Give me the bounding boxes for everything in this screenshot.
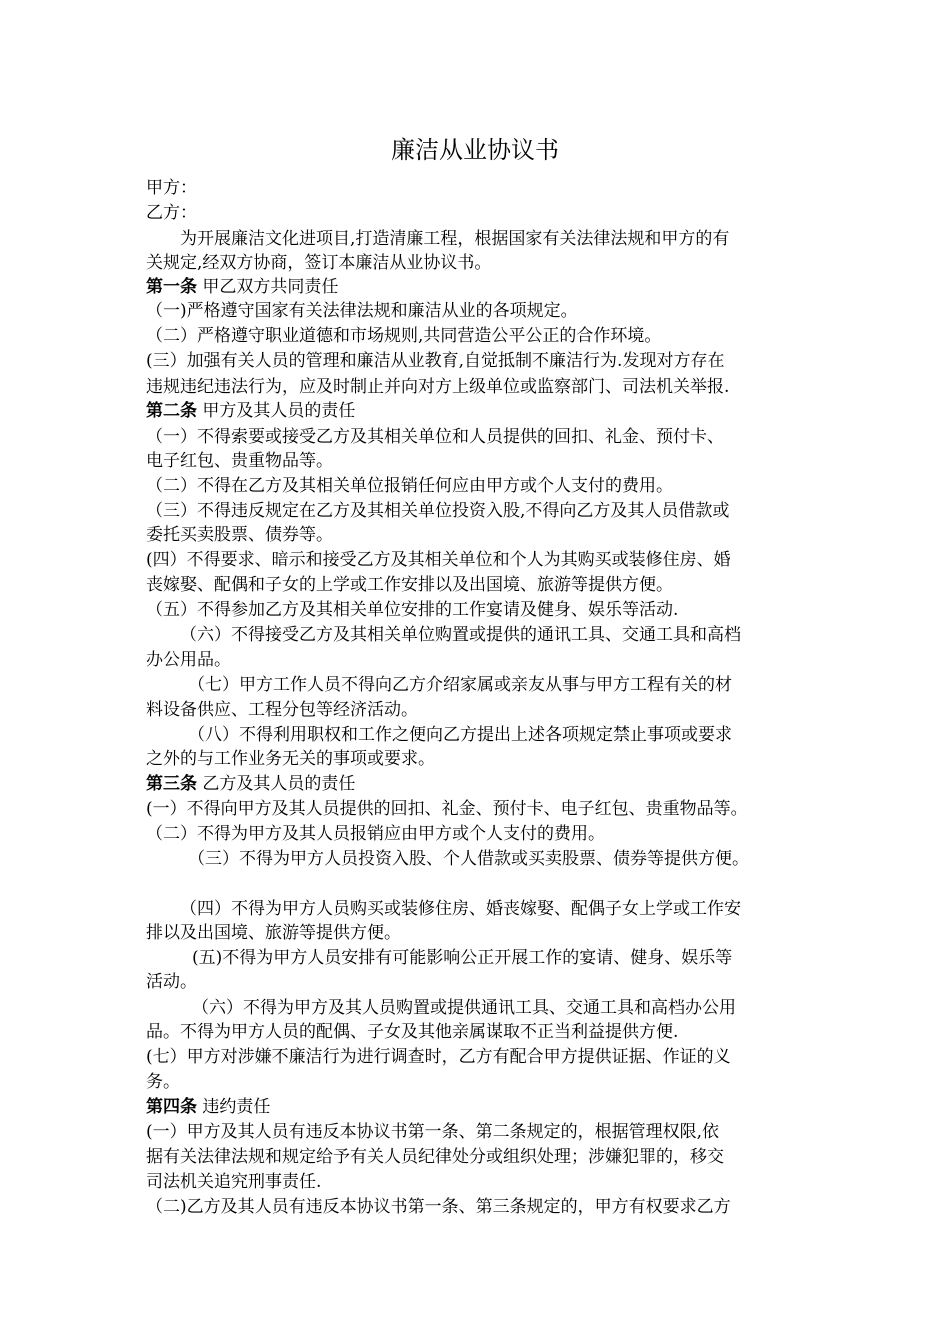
body-text-line: （二）不得在乙方及其相关单位报销任何应由甲方或个人支付的费用。 — [146, 476, 673, 496]
body-text-line: (四）不得要求、暗示和接受乙方及其相关单位和个人为其购买或装修住房、婚 — [146, 550, 731, 570]
article-heading — [146, 400, 826, 422]
body-text-line: 据有关法律法规和规定给予有关人员纪律处分或组织处理；涉嫌犯罪的，移交 — [146, 1147, 724, 1167]
body-text-line: (三）加强有关人员的管理和廉洁从业教育,自觉抵制不廉洁行为.发现对方存在 — [146, 351, 725, 371]
body-text-line: 关规定,经双方协商，签订本廉洁从业协议书。 — [146, 253, 492, 273]
article-number: 第一条 — [146, 277, 197, 297]
body-text-line: 乙方： — [146, 203, 197, 223]
article-heading — [146, 1096, 826, 1118]
body-text-line: 委托买卖股票、债券等。 — [146, 525, 333, 545]
body-text-line: （六）不得接受乙方及其相关单位购置或提供的通讯工具、交通工具和高档 — [180, 625, 741, 645]
body-text-line: 电子红包、贵重物品等。 — [146, 451, 333, 471]
body-text-line: 甲方： — [146, 178, 197, 198]
body-text-line: （四）不得为甲方人员购买或装修住房、婚丧嫁娶、配偶子女上学或工作安 — [180, 899, 741, 919]
body-text-line: 办公用品。 — [146, 650, 231, 670]
body-text-line: （一）不得索要或接受乙方及其相关单位和人员提供的回扣、礼金、预付卡、 — [146, 427, 724, 447]
body-text-line: （二）严格遵守职业道德和市场规则,共同营造公平公正的合作环境。 — [146, 326, 662, 346]
body-text-line: （七）甲方工作人员不得向乙方介绍家属或亲友从事与甲方工程有关的材 — [188, 675, 732, 695]
body-text-line: 司法机关追究刑事责任. — [146, 1172, 322, 1192]
body-text-line: （五）不得参加乙方及其相关单位安排的工作宴请及健身、娱乐等活动. — [146, 600, 679, 620]
body-text-line: （二)乙方及其人员有违反本协议书第一条、第三条规定的，甲方有权要求乙方 — [146, 1197, 731, 1217]
body-text-line: 品。不得为甲方人员的配偶、子女及其他亲属谋取不正当利益提供方便. — [146, 1022, 679, 1042]
body-text-line: (五)不得为甲方人员安排有可能影响公正开展工作的宴请、健身、娱乐等 — [192, 948, 733, 968]
body-text-line: （一)严格遵守国家有关法律法规和廉洁从业的各项规定。 — [146, 301, 578, 321]
body-text-line: 丧嫁娶、配偶和子女的上学或工作安排以及出国境、旅游等提供方便。 — [146, 575, 673, 595]
body-text-line: (一）不得向甲方及其人员提供的回扣、礼金、预付卡、电子红包、贵重物品等。 — [146, 799, 748, 819]
article-heading — [146, 276, 826, 298]
article-title: 乙方及其人员的责任 — [197, 774, 356, 794]
article-number: 第二条 — [146, 401, 197, 421]
body-text-line: （六）不得为甲方及其人员购置或提供通讯工具、交通工具和高档办公用 — [192, 998, 736, 1018]
body-text-line: 排以及出国境、旅游等提供方便。 — [146, 923, 401, 943]
article-heading — [146, 773, 826, 795]
body-text-line: 务。 — [146, 1072, 180, 1092]
body-text-line: （三）不得违反规定在乙方及其相关单位投资入股,不得向乙方及其人员借款或 — [146, 501, 730, 521]
body-text-line: 料设备供应、工程分包等经济活动。 — [146, 700, 418, 720]
article-title: 违约责任 — [197, 1097, 271, 1117]
article-title: 甲方及其人员的责任 — [197, 401, 356, 421]
article-title: 甲乙双方共同责任 — [197, 277, 339, 297]
body-text-line: （三）不得为甲方人员投资入股、个人借款或买卖股票、债券等提供方便。 — [188, 849, 749, 869]
article-number: 第四条 — [146, 1097, 197, 1117]
body-text-line: (七）甲方对涉嫌不廉洁行为进行调查时，乙方有配合甲方提供证据、作证的义 — [146, 1047, 731, 1067]
document-title: 廉洁从业协议书 — [391, 136, 559, 164]
body-text-line: 为开展廉洁文化进项目,打造清廉工程，根据国家有关法律法规和甲方的有 — [180, 229, 730, 249]
body-text-line: （八）不得利用职权和工作之便向乙方提出上述各项规定禁止事项或要求 — [188, 725, 732, 745]
body-text-line: 违规违纪违法行为，应及时制止并向对方上级单位或监察部门、司法机关举报. — [146, 377, 730, 397]
body-text-line: 活动。 — [146, 972, 197, 992]
article-number: 第三条 — [146, 774, 197, 794]
body-text-line: （二）不得为甲方及其人员报销应由甲方或个人支付的费用。 — [146, 824, 605, 844]
body-text-line: (一）甲方及其人员有违反本协议书第一条、第二条规定的，根据管理权限,依 — [146, 1122, 720, 1142]
body-text-line: 之外的与工作业务无关的事项或要求。 — [146, 749, 435, 769]
